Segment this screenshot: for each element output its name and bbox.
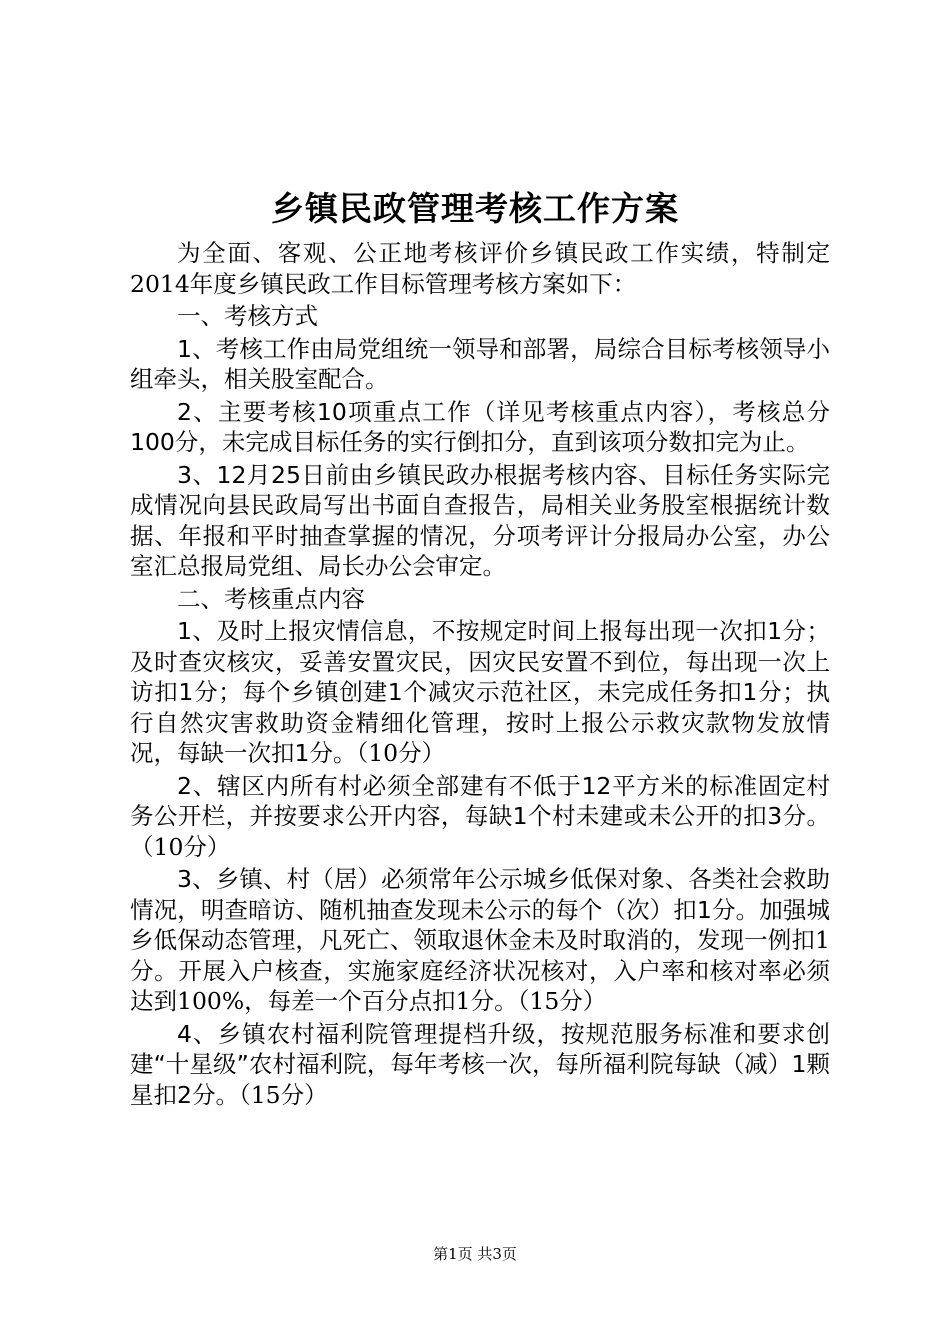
section1-item-3: 3、12月25日前由乡镇民政办根据考核内容、目标任务实际完成情况向县民政局写出书面自查报告，局相关业务股室根据统计数据、年报和平时抽查掌握的情况，分项考评计分报局办公室，办公室汇总报局党组、局长办公会审定。 [130, 460, 830, 580]
intro-paragraph: 为全面、客观、公正地考核评价乡镇民政工作实绩，特制定2014年度乡镇民政工作目标管理考核方案如下： [130, 239, 830, 298]
section2-item-4 [130, 1019, 830, 1111]
section1-item-2: 2、主要考核10项重点工作（详见考核重点内容），考核总分100分，未完成目标任务的实行倒扣分，直到该项分数扣完为止。 [130, 397, 830, 456]
item4-text: 4、乡镇农村福利院管理提档升级，按规范服务标准和要求创建“十星级”农村福利院，每年考核一次，每所福利院每缺（减）1颗星扣2分。 [130, 1019, 830, 1109]
section2-item-2 [130, 771, 830, 863]
item4-score: （15分） [238, 1080, 328, 1109]
item2-score: （10分） [130, 832, 231, 861]
page-footer: 第1页 共3页 [433, 1245, 517, 1263]
item1-text: 1、及时上报灾情信息，不按规定时间上报每出现一次扣1分；及时查灾核灾，妥善安置灾民，因灾民安置不到位，每出现一次上访扣1分；每个乡镇创建1个减灾示范社区，未完成任务扣1分；执行自然灾害救助资金精细化管理，按时上报公示救灾款物发放情况，每缺一次扣1分。 [130, 617, 830, 767]
item1-score: （10分） [356, 739, 446, 767]
section1-item-1: 1、考核工作由局党组统一领导和部署，局综合目标考核领导小组牵头，相关股室配合。 [130, 334, 830, 393]
item3-text-continued: 加强城乡低保动态管理，凡死亡、领取退休金未及时取消的，发现一例扣1分。开展入户核查，实施家庭经济状况核对，入户率和核对率必须达到100%，每差一个百分点扣1分。（15分） [130, 895, 831, 1015]
section1-heading: 一、考核方式 [177, 302, 318, 330]
document-title: 乡镇民政管理考核工作方案 [271, 189, 679, 228]
section2-heading: 二、考核重点内容 [177, 584, 365, 613]
section2-item-1 [130, 616, 830, 769]
item3-text: 3、乡镇、村（居）必须常年公示城乡低保对象、各类社会救助情况，明查暗访、随机抽查发现未公示的每个（次）扣1分。 [130, 865, 830, 924]
item2-text: 2、辖区内所有村必须全部建有不低于12平方米的标准固定村务公开栏，并按要求公开内容，每缺1个村未建或未公开的扣3分。 [130, 771, 830, 830]
document-body [130, 238, 830, 1110]
section2-item-3 [130, 864, 830, 1017]
